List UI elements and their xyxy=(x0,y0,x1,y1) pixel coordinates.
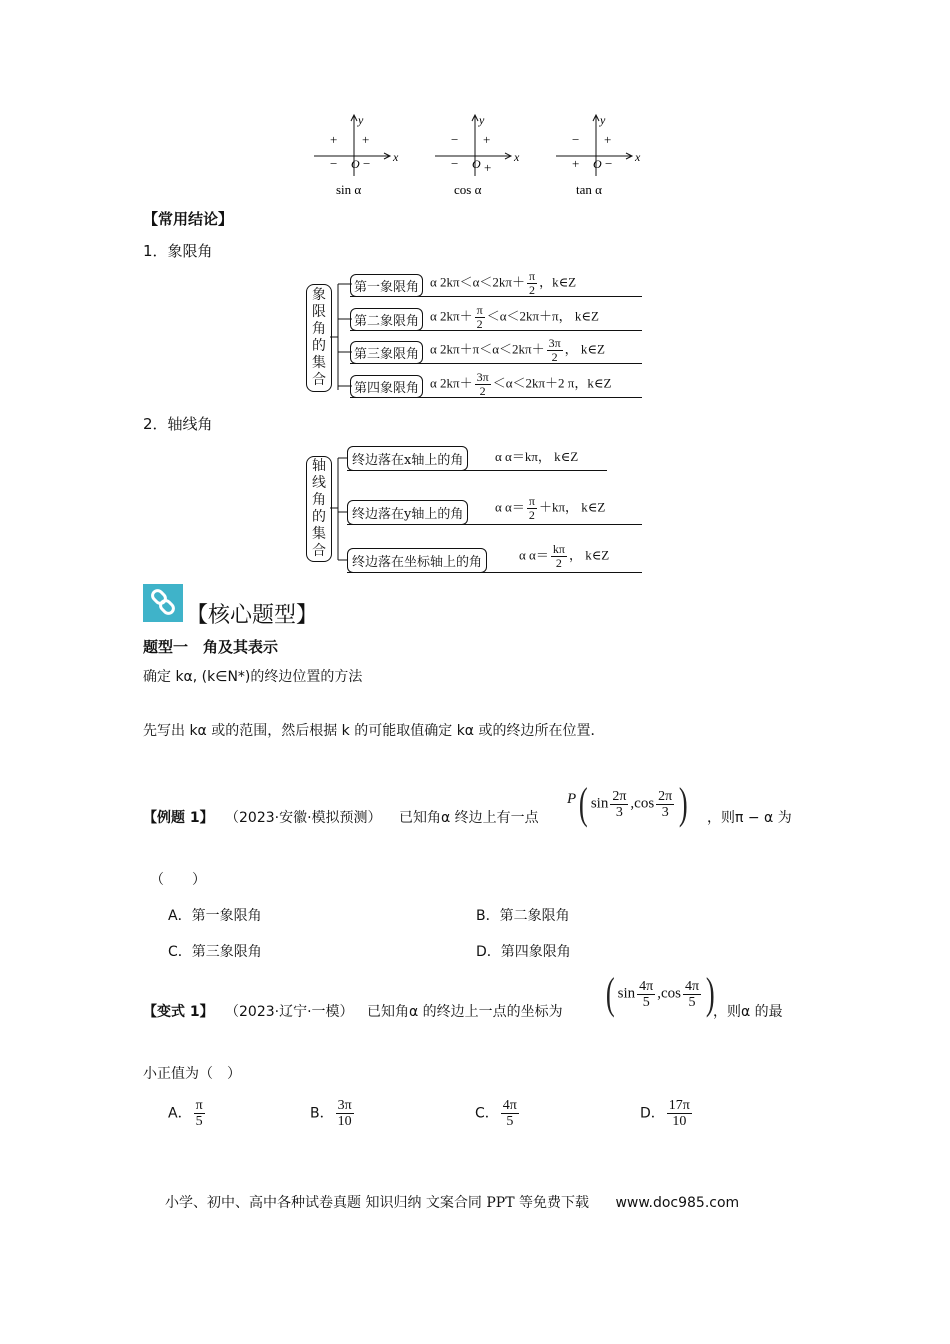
example-tail: ，则π − α 为 xyxy=(707,810,792,826)
origin-label: O xyxy=(593,157,602,171)
option-a[interactable]: A．第一象限角 xyxy=(168,908,262,924)
quadrant-row-3: 第三象限角 α 2kπ＋π＜α＜2kπ＋ $\frac{3\pi}{2}$ ， k∈Z xyxy=(350,341,642,364)
example-source: （2023·安徽·模拟预测） xyxy=(225,810,382,826)
quadrant-row-1: 第一象限角 α 2kπ＜α＜2kπ＋ $\frac{\pi}{2}$ ，k∈Z xyxy=(350,274,642,297)
variant-option-a[interactable]: A． $\frac{\pi}{5}$ xyxy=(168,1098,203,1129)
sign-q2: − xyxy=(451,132,459,147)
footer-text: 小学、初中、高中各种试卷真题 知识归纳 文案合同 PPT 等免费下载 xyxy=(165,1195,589,1211)
cos-sign-chart xyxy=(435,113,520,197)
sign-q2: − xyxy=(572,132,580,147)
sign-q3: + xyxy=(572,156,580,171)
quadrant-row-2: 第二象限角 α 2kπ＋ $\frac{\pi}{2}$ ＜α＜2kπ＋π， k∈Z xyxy=(350,308,642,331)
sign-q4: − xyxy=(605,156,613,171)
point-expression: P( sin $\frac{2\pi}{3}$ ,cos $\frac{2\pi}{3}$ ) xyxy=(567,779,688,828)
axis-x-label: x xyxy=(393,150,399,164)
coordinate-expression: ( sin $\frac{4\pi}{5}$ ,cos $\frac{4\pi}{5}$ ) xyxy=(605,969,715,1018)
sin-caption: sin α xyxy=(336,182,362,197)
sign-q1: + xyxy=(483,132,491,147)
conclusions-item1: 1．象限角 xyxy=(143,242,213,260)
type-heading: 题型一 角及其表示 xyxy=(143,638,279,656)
sign-q3: − xyxy=(330,156,338,171)
chain-link-icon xyxy=(143,584,183,622)
variant-tag: 【变式 1】 xyxy=(143,1004,214,1020)
sign-charts xyxy=(300,108,660,204)
variant-option-c[interactable]: C． $\frac{4\pi}{5}$ xyxy=(475,1098,517,1129)
core-title: 【核心题型】 xyxy=(186,603,319,628)
variant-option-d[interactable]: D． $\frac{17\pi}{10}$ xyxy=(640,1098,690,1129)
axis-x-label: x xyxy=(635,150,641,164)
variant-source: （2023·辽宁·一模） xyxy=(225,1004,354,1020)
sign-q1: + xyxy=(604,132,612,147)
option-b[interactable]: B．第二象限角 xyxy=(476,908,570,924)
example-blank: （ ） xyxy=(150,872,206,888)
quadrant-row-4: 第四象限角 α 2kπ＋ $\frac{3\pi}{2}$ ＜α＜2kπ＋2 π，k∈Z xyxy=(350,375,642,398)
footer xyxy=(165,1192,739,1212)
conclusions-heading: 【常用结论】 xyxy=(143,210,234,228)
cos-caption: cos α xyxy=(454,182,482,197)
axis-row-y: 终边落在y轴上的角 α α＝ $\frac{\pi}{2}$ ＋kπ， k∈Z xyxy=(347,500,642,525)
conclusions-item2: 2．轴线角 xyxy=(143,415,213,433)
variant-text: 已知角α 的终边上一点的坐标为 xyxy=(367,1004,563,1020)
tan-sign-chart xyxy=(556,113,641,197)
variant-tail: ，则α 的最 xyxy=(713,1004,783,1020)
variant-1 xyxy=(143,969,823,1028)
method-description: 先写出 kα 或的范围，然后根据 k 的可能取值确定 kα 或的终边所在位置． xyxy=(143,723,605,739)
sign-q4: − xyxy=(363,156,371,171)
axis-y-label: y xyxy=(600,113,606,127)
example-tag: 【例题 1】 xyxy=(143,810,214,826)
sin-sign-chart xyxy=(314,113,399,197)
origin-label: O xyxy=(351,157,360,171)
quadrant-angle-diagram xyxy=(306,269,642,400)
variant-line2: 小正值为（ ） xyxy=(143,1066,241,1082)
option-c[interactable]: C．第三象限角 xyxy=(168,944,262,960)
example-text: 已知角α 终边上有一点 xyxy=(399,810,539,826)
sign-q2: + xyxy=(330,132,338,147)
sign-q4: + xyxy=(484,160,492,175)
tan-caption: tan α xyxy=(576,182,602,197)
axis-side-label: 轴 线 角 的 集 合 xyxy=(306,456,332,562)
footer-url[interactable]: www.doc985.com xyxy=(615,1195,740,1211)
option-d[interactable]: D．第四象限角 xyxy=(476,944,571,960)
axis-angle-diagram xyxy=(306,440,642,576)
variant-option-b[interactable]: B． $\frac{3\pi}{10}$ xyxy=(310,1098,352,1129)
axis-y-label: y xyxy=(358,113,364,127)
axis-x-label: x xyxy=(514,150,520,164)
sign-q1: + xyxy=(362,132,370,147)
quadrant-side-label: 象 限 角 的 集 合 xyxy=(306,284,332,392)
axis-row-x: 终边落在x轴上的角 α α＝kπ， k∈Z xyxy=(347,446,607,471)
example-1 xyxy=(143,779,823,838)
origin-label: O xyxy=(472,157,481,171)
axis-row-both: 终边落在坐标轴上的角 α α＝ $\frac{k\pi}{2}$ ， k∈Z xyxy=(347,548,642,573)
axis-y-label: y xyxy=(479,113,485,127)
method-line: 确定 kα, (k∈N*)的终边位置的方法 xyxy=(143,669,363,685)
sign-q3: − xyxy=(451,156,459,171)
